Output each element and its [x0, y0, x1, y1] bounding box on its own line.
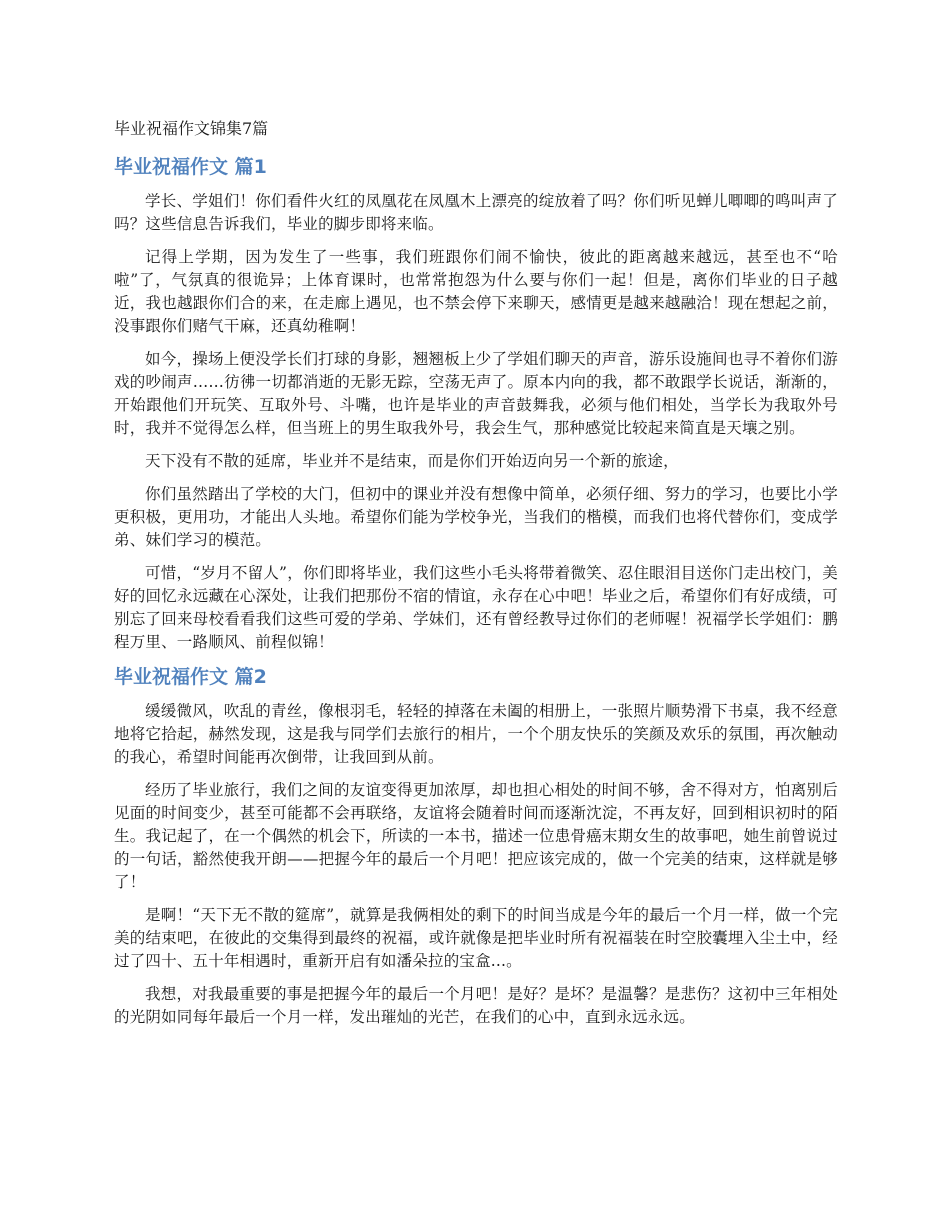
- paragraph: 学长、学姐们！你们看件火红的凤凰花在凤凰木上漂亮的绽放着了吗？你们听见蝉儿唧唧的鸣叫声了吗？这些信息告诉我们，毕业的脚步即将来临。: [114, 192, 838, 233]
- paragraph: 可惜，“岁月不留人”，你们即将毕业，我们这些小毛头将带着微笑、忍住眼泪目送你门走出校门，美好的回忆永远藏在心深处，让我们把那份不宿的情谊，永存在心中吧！毕业之后，希望你们有好成绩，可别忘了回来母校看看我们这些可爱的学弟、学妹们，还有曾经教导过你们的老师喔！祝福学长学姐们：鹏程万里、一路顺风、前程似锦！: [114, 564, 838, 651]
- paragraph: 你们虽然踏出了学校的大门，但初中的课业并没有想像中简单，必须仔细、努力的学习，也要比小学更积极，更用功，才能出人头地。希望你们能为学校争光，当我们的楷模，而我们也将代替你们，变成学弟、妹们学习的模范。: [114, 485, 838, 549]
- paragraph: 缓缓微风，吹乱的青丝，像根羽毛，轻轻的掉落在未阖的相册上，一张照片顺势滑下书桌，我不经意地将它拾起，赫然发现，这是我与同学们去旅行的相片，一个个朋友快乐的笑颜及欢乐的氛围，再次触动的我心，希望时间能再次倒带，让我回到从前。: [114, 702, 838, 766]
- section-heading: 毕业祝福作文 篇2: [114, 666, 267, 688]
- section-1: [114, 154, 838, 654]
- paragraph: 我想，对我最重要的事是把握今年的最后一个月吧！是好？是坏？是温馨？是悲伤？这初中三年相处的光阴如同每年最后一个月一样，发出璀灿的光芒，在我们的心中，直到永远永远。: [114, 985, 838, 1026]
- document-page: [114, 118, 838, 1039]
- paragraph: 是啊！“天下无不散的筵席”，就算是我俩相处的剩下的时间当成是今年的最后一个月一样，做一个完美的结束吧，在彼此的交集得到最终的祝福，或许就像是把毕业时所有祝福装在时空胶囊埋入尘土中，经过了四十、五十年相遇时，重新开启有如潘朵拉的宝盒...。: [114, 906, 838, 970]
- section-heading: 毕业祝福作文 篇1: [114, 156, 267, 178]
- section-2: [114, 664, 838, 1029]
- paragraph: 天下没有不散的延席，毕业并不是结束，而是你们开始迈向另一个新的旅途，: [145, 452, 679, 470]
- document-title: 毕业祝福作文锦集7篇: [114, 119, 269, 138]
- paragraph: 经历了毕业旅行，我们之间的友谊变得更加浓厚，却也担心相处的时间不够，舍不得对方，怕离别后见面的时间变少，甚至可能都不会再联络，友谊将会随着时间而逐渐沈淀，不再友好，回到相识初时的陌生。我记起了，在一个偶然的机会下，所读的一本书，描述一位患骨癌末期女生的故事吧，她生前曾说过的一句话，豁然使我开朗——把握今年的最后一个月吧！把应该完成的，做一个完美的结束，这样就是够了！: [114, 781, 838, 891]
- paragraph: 如今，操场上便没学长们打球的身影，翘翘板上少了学姐们聊天的声音，游乐设施间也寻不着你们游戏的吵闹声……彷彿一切都消逝的无影无踪，空荡无声了。原本内向的我，都不敢跟学长说话，渐渐的，开始跟他们开玩笑、互取外号、斗嘴，也许是毕业的声音鼓舞我，必须与他们相处，当学长为我取外号时，我并不觉得怎么样，但当班上的男生取我外号，我会生气，那种感觉比较起来简直是天壤之别。: [114, 350, 838, 437]
- paragraph: 记得上学期，因为发生了一些事，我们班跟你们闹不愉快，彼此的距离越来越远，甚至也不“哈啦”了，气氛真的很诡异；上体育课时，也常常抱怨为什么要与你们一起！但是，离你们毕业的日子越近，我也越跟你们合的来，在走廊上遇见，也不禁会停下来聊天，感情更是越来越融洽！现在想起之前，没事跟你们赌气干麻，还真幼稚啊！: [114, 248, 838, 335]
